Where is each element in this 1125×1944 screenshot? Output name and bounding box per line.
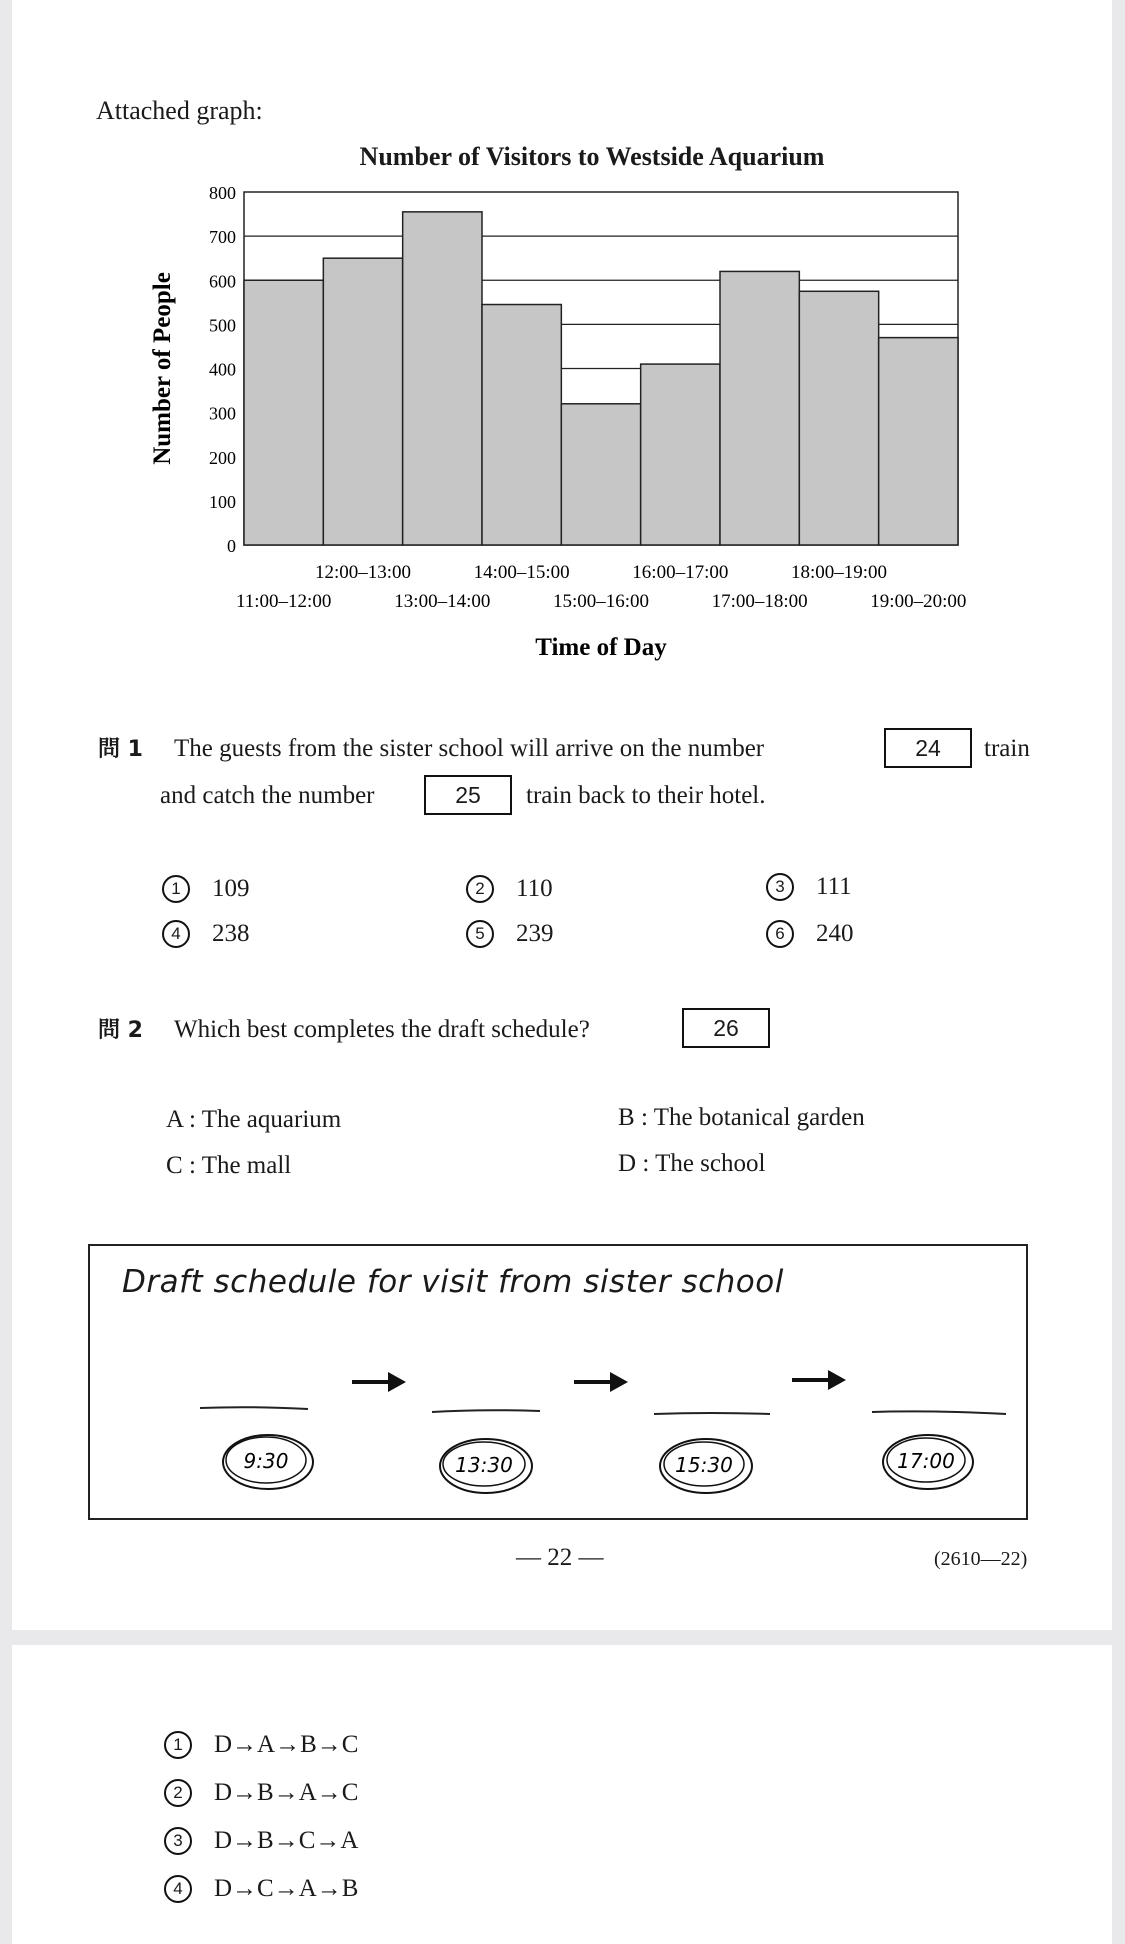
draft-schedule-title: Draft schedule for visit from sister school bbox=[122, 1264, 784, 1300]
q1-option-4[interactable]: 4 238 bbox=[162, 920, 250, 948]
bar-4 bbox=[482, 305, 561, 545]
exam-page bbox=[12, 0, 1112, 1630]
x-tick-label: 11:00–12:00 bbox=[235, 591, 332, 612]
q2-answer-option-4[interactable]: 4 D→C→A→B bbox=[164, 1875, 358, 1903]
arrow-icon bbox=[352, 1372, 406, 1392]
q2-answer-option-2[interactable]: 2 D→B→A→C bbox=[164, 1779, 358, 1807]
time-circle-1 bbox=[223, 1435, 313, 1489]
q2-answer-option-3[interactable]: 3 D→B→C→A bbox=[164, 1827, 358, 1855]
place-b: B : The botanical garden bbox=[618, 1104, 865, 1131]
q1-option-1[interactable]: 1 109 bbox=[162, 875, 250, 903]
bar-7 bbox=[720, 271, 799, 545]
option-number-icon: 3 bbox=[766, 873, 794, 901]
y-tick-label: 300 bbox=[209, 403, 236, 424]
bar-8 bbox=[799, 291, 878, 545]
option-number-icon: 3 bbox=[164, 1827, 192, 1855]
question-1-line-1 bbox=[98, 732, 143, 763]
y-tick-label: 200 bbox=[209, 447, 236, 468]
place-a: A : The aquarium bbox=[166, 1106, 342, 1133]
blank-line-1 bbox=[200, 1407, 308, 1409]
option-number-icon: 5 bbox=[466, 920, 494, 948]
blank-line-4 bbox=[872, 1411, 1006, 1414]
chart-title: Number of Visitors to Westside Aquarium bbox=[359, 142, 825, 171]
q1-option-2[interactable]: 2 110 bbox=[466, 875, 553, 903]
visitors-bar-chart bbox=[132, 178, 992, 668]
place-c: C : The mall bbox=[166, 1152, 292, 1179]
y-tick-label: 100 bbox=[209, 491, 236, 512]
q1-option-5[interactable]: 5 239 bbox=[466, 920, 554, 948]
answer-box-25[interactable]: 25 bbox=[424, 775, 512, 815]
y-tick-label: 600 bbox=[209, 271, 236, 292]
option-number-icon: 2 bbox=[164, 1779, 192, 1807]
time-label-2: 13:30 bbox=[455, 1453, 513, 1477]
arrow-icon bbox=[574, 1372, 628, 1392]
answer-box-26[interactable]: 26 bbox=[682, 1008, 770, 1048]
bar-5 bbox=[561, 404, 640, 545]
question-1-mark: 問 1 bbox=[98, 737, 143, 762]
option-number-icon: 6 bbox=[766, 920, 794, 948]
y-tick-label: 800 bbox=[209, 183, 236, 203]
question-2-mark-wrap bbox=[98, 1013, 143, 1044]
arrow-icon bbox=[792, 1370, 846, 1390]
x-tick-label: 14:00–15:00 bbox=[473, 562, 570, 583]
question-1-text-d: train back to their hotel. bbox=[526, 782, 766, 809]
question-1-text-a: The guests from the sister school will arrive on the number bbox=[174, 735, 765, 762]
q2-answer-option-1[interactable]: 1 D→A→B→C bbox=[164, 1731, 358, 1759]
q1-option-3[interactable]: 3 111 bbox=[766, 873, 852, 901]
bar-2 bbox=[323, 258, 402, 545]
y-tick-label: 0 bbox=[227, 536, 236, 556]
option-number-icon: 4 bbox=[164, 1875, 192, 1903]
time-circle-3 bbox=[660, 1439, 752, 1493]
question-2-mark: 問 2 bbox=[98, 1018, 143, 1043]
y-tick-label: 400 bbox=[209, 359, 236, 380]
option-number-icon: 1 bbox=[164, 1731, 192, 1759]
draft-schedule-sketch bbox=[90, 1246, 1026, 1518]
x-tick-label: 18:00–19:00 bbox=[790, 562, 888, 583]
place-d: D : The school bbox=[618, 1150, 766, 1177]
exam-page-continued bbox=[12, 1645, 1112, 1944]
bar-1 bbox=[244, 280, 323, 545]
q1-option-6[interactable]: 6 240 bbox=[766, 920, 854, 948]
option-number-icon: 2 bbox=[466, 875, 494, 903]
page-number: — 22 — bbox=[516, 1544, 604, 1571]
time-circle-4 bbox=[883, 1435, 973, 1489]
time-label-3: 15:30 bbox=[675, 1453, 733, 1477]
x-tick-label: 17:00–18:00 bbox=[711, 591, 808, 612]
x-axis-label: Time of Day bbox=[535, 634, 667, 661]
question-1-text-c: and catch the number bbox=[160, 782, 375, 809]
time-label-1: 9:30 bbox=[243, 1449, 289, 1473]
page-code: (2610—22) bbox=[934, 1548, 1028, 1570]
option-number-icon: 4 bbox=[162, 920, 190, 948]
time-circle-2 bbox=[440, 1439, 532, 1493]
draft-schedule-box bbox=[88, 1244, 1028, 1520]
y-tick-label: 700 bbox=[209, 227, 236, 248]
answer-box-24[interactable]: 24 bbox=[884, 728, 972, 768]
y-axis-label: Number of People bbox=[149, 272, 176, 465]
y-tick-label: 500 bbox=[209, 315, 236, 336]
x-tick-label: 13:00–14:00 bbox=[394, 591, 491, 612]
x-tick-label: 12:00–13:00 bbox=[314, 562, 412, 583]
bar-9 bbox=[879, 338, 958, 545]
attached-graph-label: Attached graph: bbox=[96, 96, 263, 125]
blank-line-3 bbox=[654, 1413, 770, 1414]
bar-3 bbox=[403, 212, 482, 545]
question-2-text: Which best completes the draft schedule? bbox=[174, 1016, 590, 1043]
time-label-4: 17:00 bbox=[897, 1449, 955, 1473]
question-1-text-b: train bbox=[984, 735, 1030, 762]
x-tick-label: 16:00–17:00 bbox=[632, 562, 729, 583]
x-tick-label: 19:00–20:00 bbox=[870, 591, 967, 612]
x-tick-label: 15:00–16:00 bbox=[552, 591, 650, 612]
option-number-icon: 1 bbox=[162, 875, 190, 903]
blank-line-2 bbox=[432, 1410, 540, 1412]
bar-6 bbox=[641, 364, 720, 545]
